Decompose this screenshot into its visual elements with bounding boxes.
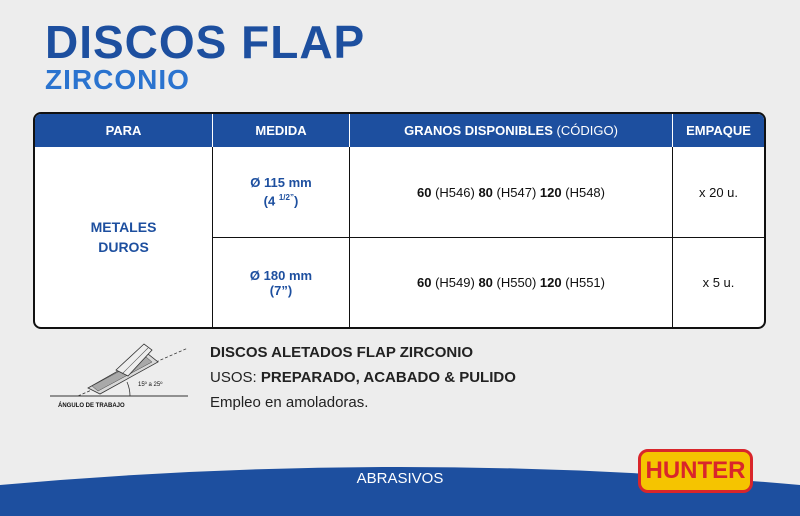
medida-cell-row-1 xyxy=(213,147,350,237)
angle-label: 15º a 25º xyxy=(138,382,163,388)
para-line-2: DUROS xyxy=(98,239,149,255)
granos-cell-row-2: 60 (H549) 80 (H550) 120 (H551) xyxy=(350,238,673,327)
description-uses: USOS: PREPARADO, ACABADO & PULIDO xyxy=(210,369,516,386)
medida-row-1-line-2: (4 $^{1/2”}$) xyxy=(263,193,299,209)
para-cell xyxy=(35,147,213,327)
brand-name: HUNTER xyxy=(645,457,746,484)
working-angle-diagram xyxy=(48,340,198,415)
header-granos-suffix: (CÓDIGO) xyxy=(556,123,618,138)
empaque-cell-row-1: x 20 u. xyxy=(698,184,739,200)
header-granos xyxy=(350,114,673,147)
header-para: PARA xyxy=(35,114,213,147)
medida-row-1-line-1: Ø 115 mm xyxy=(250,175,312,191)
medida-row-2-line-2: (7”) xyxy=(269,282,293,298)
medida-row-2-line-1: Ø 180 mm xyxy=(249,267,313,283)
medida-cell-row-2 xyxy=(213,238,350,327)
header-medida: MEDIDA xyxy=(213,114,350,147)
header-empaque: EMPAQUE xyxy=(686,123,751,138)
granos-cell-row-1: 60 (H546) 80 (H547) 120 (H548) xyxy=(350,147,673,237)
header-granos-label: GRANOS DISPONIBLES xyxy=(404,123,553,138)
empaque-cell-row-2: x 5 u. xyxy=(702,275,735,290)
description-employ: Empleo en amoladoras. xyxy=(210,394,369,411)
para-line-1: METALES xyxy=(90,219,157,235)
diagram-caption: ÁNGULO DE TRABAJO xyxy=(58,403,125,409)
page-subtitle: ZIRCONIO xyxy=(45,64,190,95)
footer-label: ABRASIVOS xyxy=(356,470,444,487)
product-table xyxy=(33,112,766,329)
hunter-logo xyxy=(638,449,753,493)
description-title: DISCOS ALETADOS FLAP ZIRCONIO xyxy=(210,344,474,361)
page-title: DISCOS FLAP xyxy=(45,16,366,68)
table-header xyxy=(35,114,764,147)
